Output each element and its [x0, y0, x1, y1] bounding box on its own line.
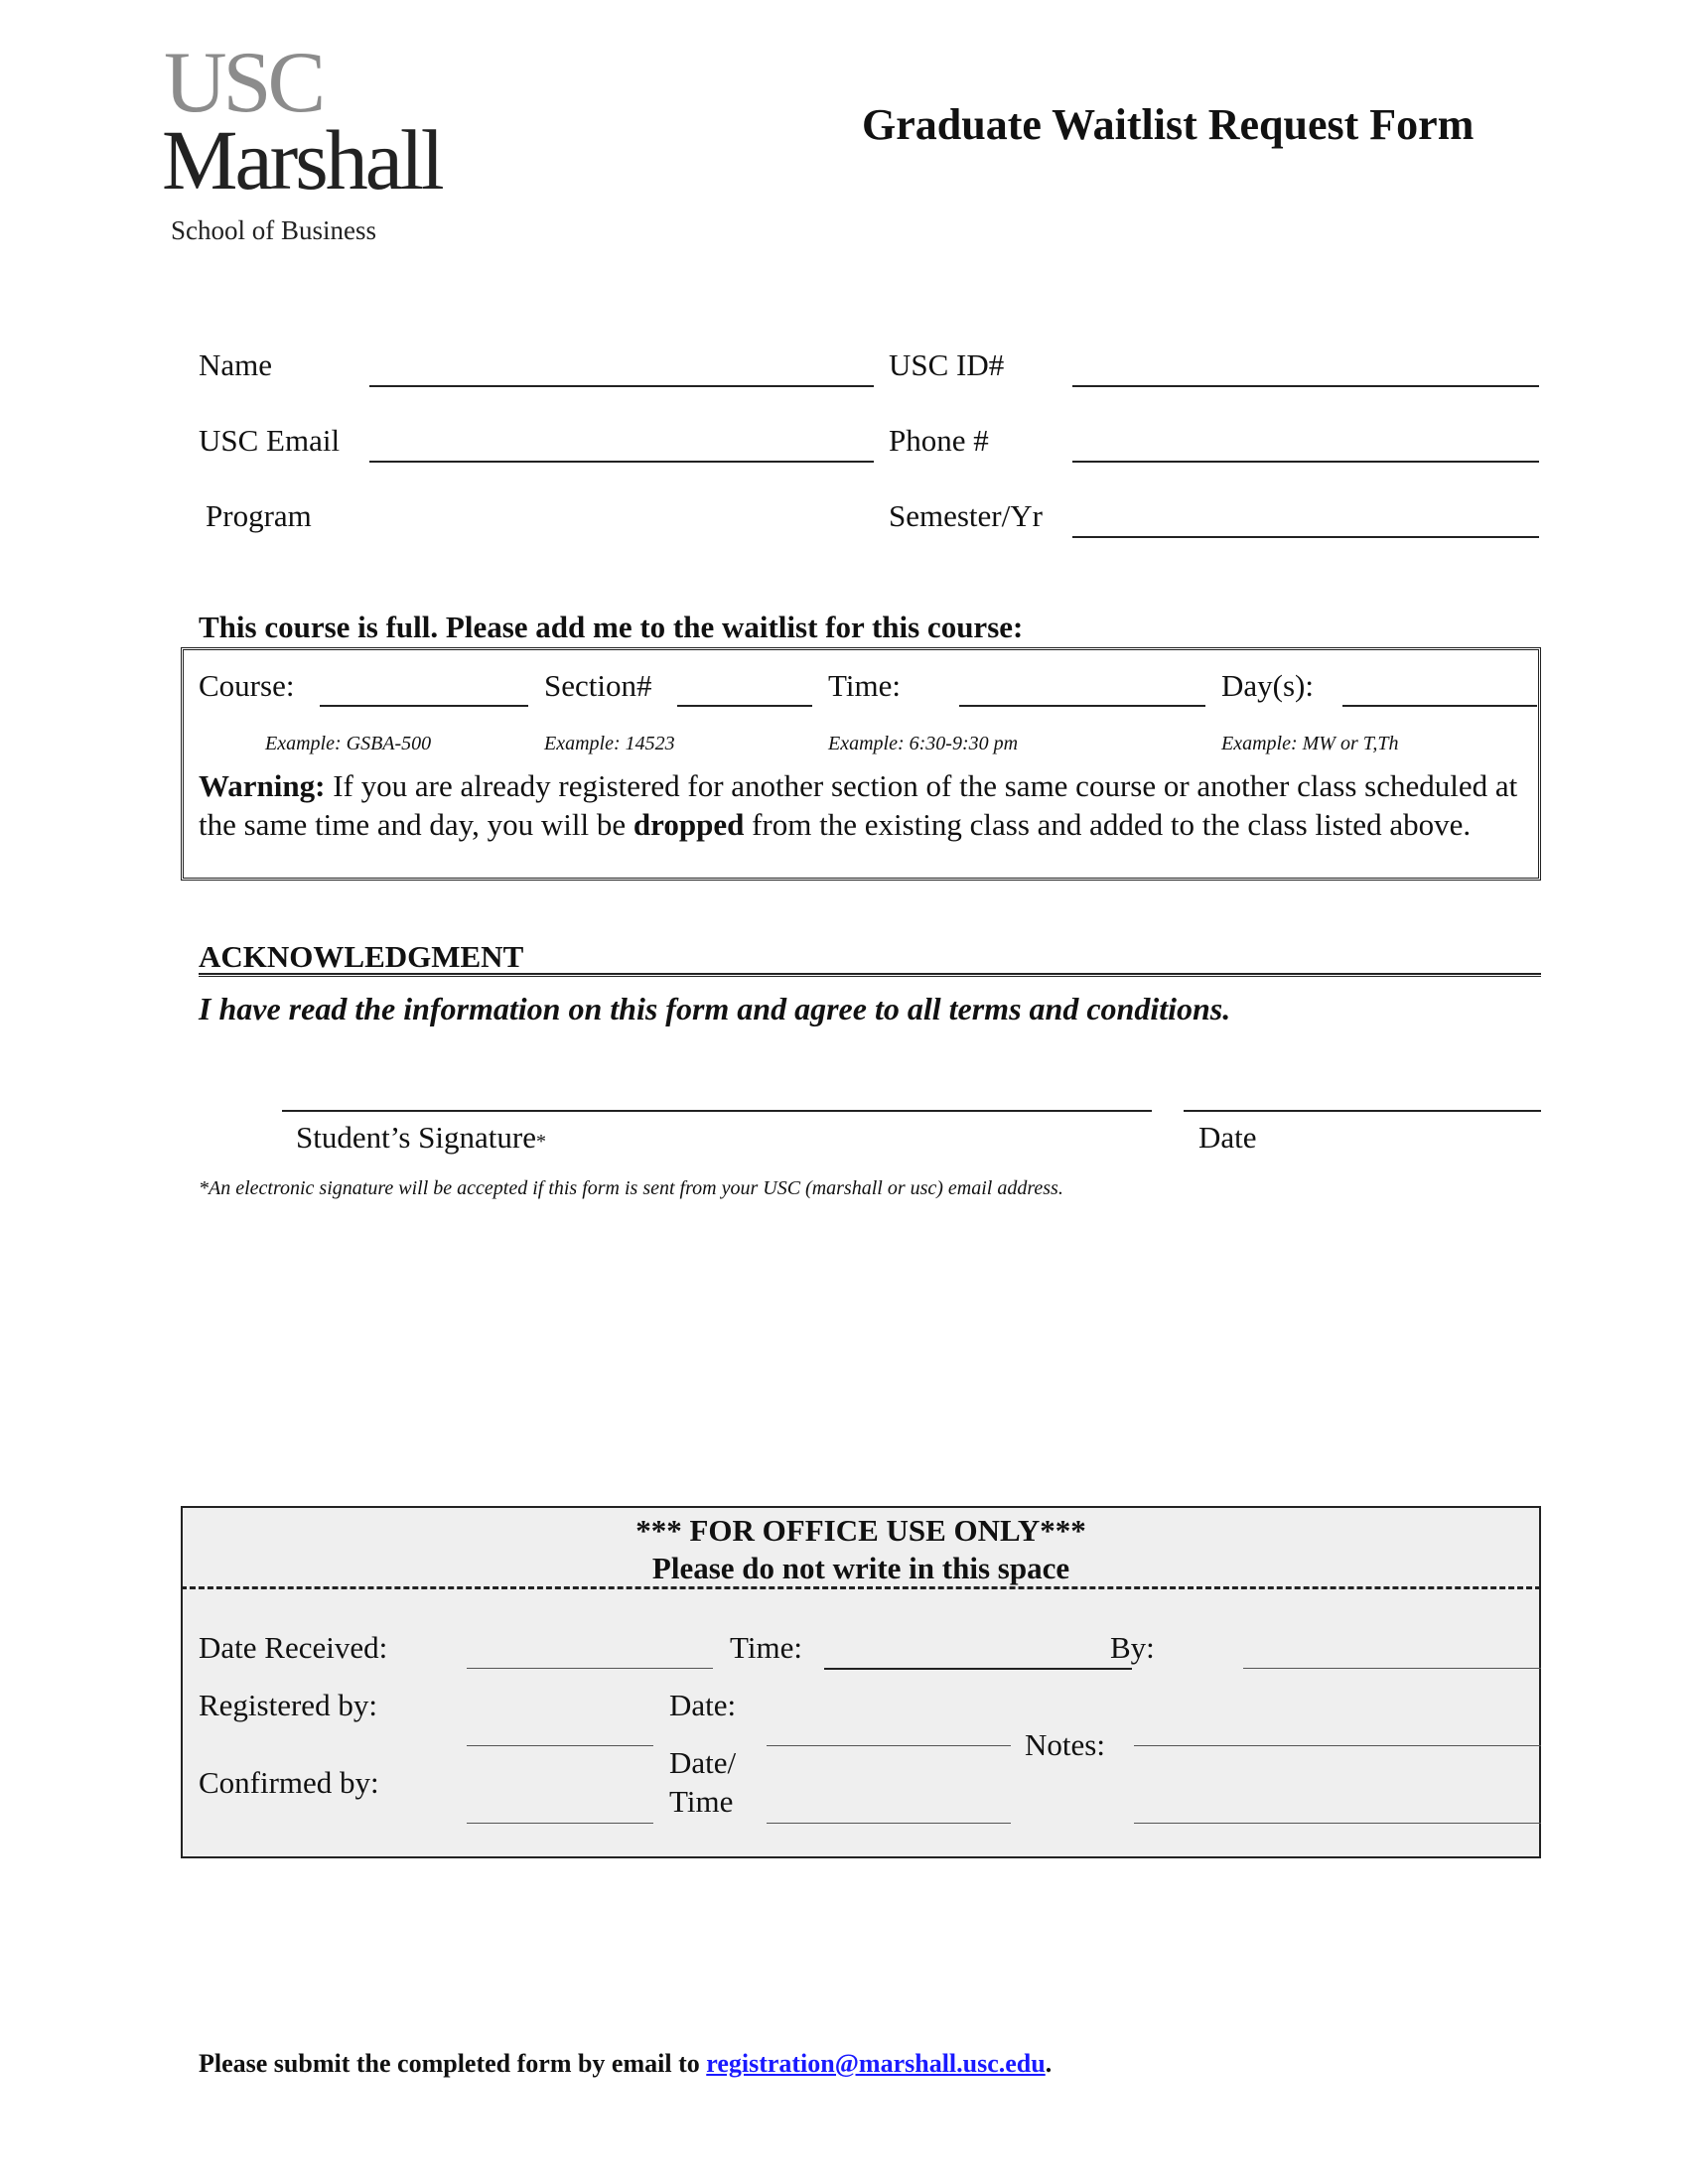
- confirmed-time-label: Time: [669, 1784, 734, 1819]
- name-label: Name: [199, 347, 273, 382]
- phone-label: Phone #: [889, 423, 989, 458]
- confirmed-date-label: Date/: [669, 1745, 737, 1780]
- course-example: Example: GSBA-500: [265, 733, 432, 754]
- usc-email-label: USC Email: [199, 423, 341, 458]
- days-example: Example: MW or T,Th: [1221, 733, 1399, 754]
- program-label: Program: [206, 498, 312, 533]
- office-by-field[interactable]: [1243, 1668, 1541, 1669]
- office-subheading: Please do not write in this space: [651, 1551, 1070, 1585]
- office-time-label: Time:: [730, 1630, 802, 1665]
- course-label: Course:: [199, 668, 295, 703]
- office-heading: *** FOR OFFICE USE ONLY***: [635, 1513, 1086, 1548]
- office-by-label: By:: [1110, 1630, 1155, 1665]
- footer-email-link[interactable]: registration@marshall.usc.edu: [706, 2049, 1046, 2078]
- date-received-label: Date Received:: [199, 1630, 388, 1665]
- signature-footnote: *An electronic signature will be accepted if this form is sent from your USC (marshall or usc) email address.: [199, 1177, 1063, 1199]
- date-received-field[interactable]: [467, 1668, 713, 1669]
- footer-text-main: Please submit the completed form by email to: [199, 2049, 707, 2078]
- page-title: Graduate Waitlist Request Form: [862, 100, 1475, 149]
- office-divider: [181, 1586, 1541, 1589]
- name-field[interactable]: [369, 385, 874, 387]
- days-field[interactable]: [1342, 705, 1537, 707]
- section-field[interactable]: [677, 705, 812, 707]
- usc-id-label: USC ID#: [889, 347, 1005, 382]
- course-field[interactable]: [320, 705, 528, 707]
- time-example: Example: 6:30-9:30 pm: [828, 733, 1019, 754]
- registered-date-label: Date:: [669, 1688, 737, 1722]
- usc-email-field[interactable]: [369, 461, 874, 463]
- logo-marshall: Marshall: [162, 112, 442, 207]
- days-label: Day(s):: [1221, 668, 1314, 703]
- logo-usc: USC: [164, 35, 323, 131]
- signature-asterisk: *: [535, 1131, 546, 1153]
- office-time-field[interactable]: [824, 1668, 1132, 1670]
- notes-label: Notes:: [1025, 1727, 1105, 1762]
- semester-field[interactable]: [1072, 536, 1539, 538]
- signature-date-field[interactable]: [1184, 1110, 1541, 1112]
- notes-field-2[interactable]: [1134, 1823, 1541, 1824]
- confirmed-by-label: Confirmed by:: [199, 1765, 379, 1800]
- signature-field[interactable]: [282, 1110, 1152, 1112]
- usc-id-field[interactable]: [1072, 385, 1539, 387]
- registered-date-field[interactable]: [767, 1745, 1011, 1746]
- warning-bold: dropped: [633, 807, 745, 842]
- acknowledgment-heading: ACKNOWLEDGMENT: [199, 939, 524, 974]
- section-example: Example: 14523: [544, 733, 675, 754]
- registered-by-label: Registered by:: [199, 1688, 377, 1722]
- logo-school: School of Business: [171, 215, 377, 245]
- acknowledgment-statement: I have read the information on this form and agree to all terms and conditions.: [199, 991, 1231, 1026]
- semester-label: Semester/Yr: [889, 498, 1043, 533]
- time-label: Time:: [828, 668, 901, 703]
- course-heading: This course is full. Please add me to the waitlist for this course:: [199, 610, 1024, 644]
- signature-label: [296, 1120, 546, 1156]
- registered-by-field[interactable]: [467, 1745, 653, 1746]
- warning-text-part1: If you are already registered for another section of the same course or another class scheduled at the same time and day, you will be: [199, 768, 1518, 842]
- notes-field-1[interactable]: [1134, 1745, 1541, 1746]
- signature-date-label: Date: [1198, 1120, 1257, 1155]
- acknowledgment-rule: [199, 973, 1541, 977]
- signature-label-text: Student’s Signature: [296, 1120, 536, 1155]
- footer-text: [199, 2049, 1052, 2079]
- confirmed-datetime-field[interactable]: [767, 1823, 1011, 1824]
- warning-text-part2: from the existing class and added to the class listed above.: [744, 807, 1472, 842]
- warning-label: Warning:: [199, 768, 326, 803]
- time-field[interactable]: [959, 705, 1205, 707]
- phone-field[interactable]: [1072, 461, 1539, 463]
- warning-text: [199, 766, 1529, 844]
- footer-period: .: [1045, 2049, 1053, 2078]
- confirmed-by-field[interactable]: [467, 1823, 653, 1824]
- section-label: Section#: [544, 668, 652, 703]
